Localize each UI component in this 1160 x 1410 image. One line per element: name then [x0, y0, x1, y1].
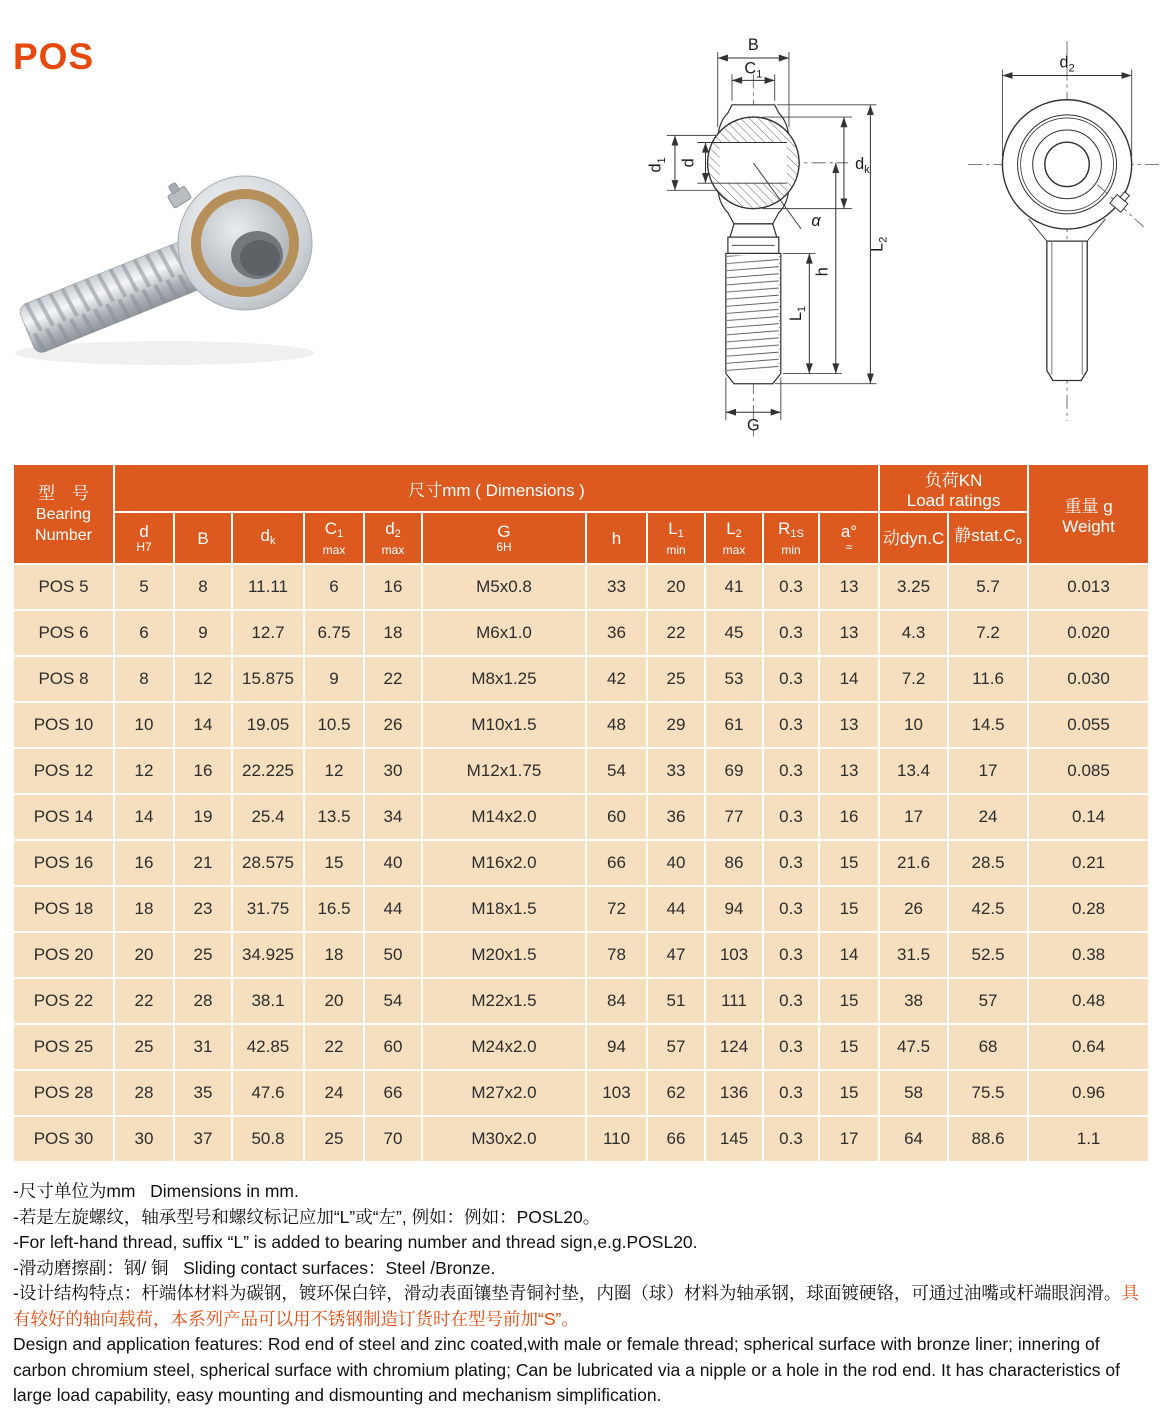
col-header-stat-co: 静$stat.C_o$ — [948, 512, 1028, 564]
table-row — [13, 794, 1149, 840]
value-cell: 14.5 — [948, 702, 1028, 748]
value-cell: 40 — [647, 840, 705, 886]
value-cell: 38.1 — [232, 978, 304, 1024]
header-weight: 重量 g Weight — [1028, 464, 1149, 564]
value-cell: 15 — [819, 840, 879, 886]
value-cell: 72 — [586, 886, 647, 932]
value-cell: 0.28 — [1028, 886, 1149, 932]
value-cell: 30 — [114, 1116, 174, 1162]
value-cell: M12x1.75 — [422, 748, 586, 794]
value-cell: 28.575 — [232, 840, 304, 886]
value-cell: 22 — [647, 610, 705, 656]
neck — [730, 224, 777, 237]
value-cell: 0.3 — [763, 656, 819, 702]
value-cell: 14 — [114, 794, 174, 840]
value-cell: 29 — [647, 702, 705, 748]
value-cell: 42 — [586, 656, 647, 702]
bearing-number-cell: POS 30 — [13, 1116, 114, 1162]
value-cell: M24x2.0 — [422, 1024, 586, 1070]
value-cell: 13 — [819, 748, 879, 794]
col-header-d2: $d_2$ max — [364, 512, 422, 564]
value-cell: 0.3 — [763, 702, 819, 748]
value-cell: 18 — [364, 610, 422, 656]
value-cell: 31.75 — [232, 886, 304, 932]
value-cell: 145 — [705, 1116, 763, 1162]
value-cell: 136 — [705, 1070, 763, 1116]
value-cell: 13.5 — [304, 794, 364, 840]
value-cell: 24 — [304, 1070, 364, 1116]
value-cell: 11.11 — [232, 564, 304, 610]
value-cell: 57 — [948, 978, 1028, 1024]
value-cell: 22 — [114, 978, 174, 1024]
value-cell: 33 — [586, 564, 647, 610]
value-cell: 60 — [586, 794, 647, 840]
bearing-number-cell: POS 22 — [13, 978, 114, 1024]
value-cell: 60 — [364, 1024, 422, 1070]
col-header-l1: $L_1$ min — [647, 512, 705, 564]
value-cell: 36 — [647, 794, 705, 840]
dim-label-G: G — [747, 416, 760, 435]
value-cell: 17 — [948, 748, 1028, 794]
col-header-b: B — [174, 512, 232, 564]
value-cell: 84 — [586, 978, 647, 1024]
table-row — [13, 702, 1149, 748]
value-cell: 66 — [364, 1070, 422, 1116]
bearing-number-cell: POS 10 — [13, 702, 114, 748]
header-load-ratings: 负荷KN Load ratings — [879, 464, 1028, 512]
value-cell: 28 — [174, 978, 232, 1024]
value-cell: 16.5 — [304, 886, 364, 932]
value-cell: 22.225 — [232, 748, 304, 794]
value-cell: 54 — [586, 748, 647, 794]
threaded-shank — [1047, 241, 1087, 380]
value-cell: 0.3 — [763, 932, 819, 978]
page-title: POS — [13, 36, 95, 77]
col-header-h: h — [586, 512, 647, 564]
col-header-l2: $L_2$ max — [705, 512, 763, 564]
value-cell: 0.3 — [763, 748, 819, 794]
table-row — [13, 1070, 1149, 1116]
value-cell: 15 — [819, 978, 879, 1024]
value-cell: 26 — [364, 702, 422, 748]
value-cell: 5 — [114, 564, 174, 610]
grease-nipple — [163, 179, 192, 208]
value-cell: 0.38 — [1028, 932, 1149, 978]
value-cell: 94 — [705, 886, 763, 932]
note-line: Design and application features: Rod end of steel and zinc coated,with male or female thread; spherical surface with bronze liner; innering of carbon chromium steel, spherical surface with chromium plating; Can be lubricated via a nipple or a hole in the rod end. It has characteristics of large load capability, easy mounting and dismounting and mechanism simplification. — [13, 1334, 1125, 1405]
note-line: -滑动磨擦副：钢/ 铜 Sliding contact surfaces：Steel /Bronze. — [13, 1257, 496, 1278]
value-cell: 6 — [114, 610, 174, 656]
dim-label-L2: $L_2$ — [868, 236, 890, 252]
value-cell: 103 — [705, 932, 763, 978]
value-cell: 36 — [586, 610, 647, 656]
value-cell: 25 — [114, 1024, 174, 1070]
col-header-dk: $d_k$ — [232, 512, 304, 564]
value-cell: 34 — [364, 794, 422, 840]
value-cell: 0.64 — [1028, 1024, 1149, 1070]
value-cell: 62 — [647, 1070, 705, 1116]
bearing-number-cell: POS 8 — [13, 656, 114, 702]
value-cell: 25 — [647, 656, 705, 702]
value-cell: 37 — [174, 1116, 232, 1162]
value-cell: 15 — [819, 1024, 879, 1070]
table-row — [13, 932, 1149, 978]
bearing-number-cell: POS 25 — [13, 1024, 114, 1070]
value-cell: 1.1 — [1028, 1116, 1149, 1162]
value-cell: 22 — [364, 656, 422, 702]
table-row — [13, 610, 1149, 656]
value-cell: 28.5 — [948, 840, 1028, 886]
dim-label-d2: $d_2$ — [1059, 53, 1075, 75]
bearing-number-cell: POS 20 — [13, 932, 114, 978]
value-cell: 41 — [705, 564, 763, 610]
value-cell: 66 — [647, 1116, 705, 1162]
value-cell: 26 — [879, 886, 948, 932]
value-cell: 28 — [114, 1070, 174, 1116]
value-cell: 12 — [174, 656, 232, 702]
table-row — [13, 656, 1149, 702]
value-cell: 51 — [647, 978, 705, 1024]
value-cell: 16 — [364, 564, 422, 610]
value-cell: 34.925 — [232, 932, 304, 978]
value-cell: 57 — [647, 1024, 705, 1070]
value-cell: 8 — [174, 564, 232, 610]
value-cell: 8 — [114, 656, 174, 702]
value-cell: 15 — [819, 886, 879, 932]
value-cell: 25 — [304, 1116, 364, 1162]
value-cell: 52.5 — [948, 932, 1028, 978]
value-cell: 69 — [705, 748, 763, 794]
value-cell: 58 — [879, 1070, 948, 1116]
value-cell: M18x1.5 — [422, 886, 586, 932]
value-cell: 35 — [174, 1070, 232, 1116]
value-cell: 0.3 — [763, 1116, 819, 1162]
dim-label-dk: $d_k$ — [855, 154, 870, 177]
value-cell: 0.3 — [763, 1070, 819, 1116]
value-cell: 25.4 — [232, 794, 304, 840]
value-cell: 64 — [879, 1116, 948, 1162]
value-cell: 16 — [114, 840, 174, 886]
col-header-g: G 6H — [422, 512, 586, 564]
value-cell: 16 — [174, 748, 232, 794]
product-photo — [0, 128, 345, 373]
note-highlight-red: 具有较好的轴向载荷，本系列产品可以用不锈钢制造订货时在型号前加“S”。 — [13, 1283, 1139, 1329]
table-row — [13, 564, 1149, 610]
col-header-a: a° ≈ — [819, 512, 879, 564]
value-cell: 94 — [586, 1024, 647, 1070]
value-cell: 61 — [705, 702, 763, 748]
bearing-number-cell: POS 5 — [13, 564, 114, 610]
head-outline — [1002, 100, 1131, 229]
header-bearing-number: 型 号 Bearing Number — [13, 464, 114, 564]
value-cell: 20 — [647, 564, 705, 610]
value-cell: 20 — [304, 978, 364, 1024]
value-cell: 11.6 — [948, 656, 1028, 702]
value-cell: 0.48 — [1028, 978, 1149, 1024]
dim-label-h: h — [813, 267, 832, 277]
header-dimensions: 尺寸mm ( Dimensions ) — [114, 464, 879, 512]
col-header-c1: $C_1$ max — [304, 512, 364, 564]
value-cell: 44 — [364, 886, 422, 932]
value-cell: 0.21 — [1028, 840, 1149, 886]
value-cell: 47 — [647, 932, 705, 978]
value-cell: 50 — [364, 932, 422, 978]
value-cell: 111 — [705, 978, 763, 1024]
side-view-drawing — [962, 25, 1160, 429]
value-cell: 15 — [304, 840, 364, 886]
value-cell: 33 — [647, 748, 705, 794]
value-cell: 10 — [879, 702, 948, 748]
value-cell: 13 — [819, 702, 879, 748]
value-cell: 25 — [174, 932, 232, 978]
value-cell: 6 — [304, 564, 364, 610]
value-cell: 17 — [819, 1116, 879, 1162]
note-line: -尺寸单位为mm Dimensions in mm. — [13, 1181, 299, 1201]
value-cell: 0.3 — [763, 794, 819, 840]
value-cell: 24 — [948, 794, 1028, 840]
value-cell: 40 — [364, 840, 422, 886]
value-cell: 15.875 — [232, 656, 304, 702]
dim-label-alpha: α — [811, 211, 821, 230]
spec-table — [12, 463, 1150, 1163]
bearing-number-cell: POS 18 — [13, 886, 114, 932]
value-cell: M6x1.0 — [422, 610, 586, 656]
value-cell: 18 — [114, 886, 174, 932]
bearing-number-cell: POS 28 — [13, 1070, 114, 1116]
value-cell: 14 — [174, 702, 232, 748]
table-row — [13, 748, 1149, 794]
bearing-number-cell: POS 16 — [13, 840, 114, 886]
value-cell: M16x2.0 — [422, 840, 586, 886]
dim-label-B: B — [747, 35, 759, 54]
value-cell: 0.3 — [763, 610, 819, 656]
value-cell: 6.75 — [304, 610, 364, 656]
value-cell: 0.030 — [1028, 656, 1149, 702]
value-cell: M20x1.5 — [422, 932, 586, 978]
value-cell: 9 — [174, 610, 232, 656]
value-cell: 31.5 — [879, 932, 948, 978]
bearing-number-cell: POS 6 — [13, 610, 114, 656]
value-cell: M5x0.8 — [422, 564, 586, 610]
value-cell: 13 — [819, 610, 879, 656]
value-cell: 48 — [586, 702, 647, 748]
value-cell: 0.013 — [1028, 564, 1149, 610]
value-cell: 78 — [586, 932, 647, 978]
bearing-number-cell: POS 12 — [13, 748, 114, 794]
value-cell: 10.5 — [304, 702, 364, 748]
value-cell: M14x2.0 — [422, 794, 586, 840]
value-cell: 75.5 — [948, 1070, 1028, 1116]
value-cell: 68 — [948, 1024, 1028, 1070]
value-cell: 53 — [705, 656, 763, 702]
value-cell: M27x2.0 — [422, 1070, 586, 1116]
value-cell: 22 — [304, 1024, 364, 1070]
value-cell: 18 — [304, 932, 364, 978]
value-cell: 12.7 — [232, 610, 304, 656]
value-cell: 7.2 — [948, 610, 1028, 656]
notes — [13, 1179, 1151, 1409]
value-cell: 20 — [114, 932, 174, 978]
value-cell: 42.5 — [948, 886, 1028, 932]
value-cell: 23 — [174, 886, 232, 932]
value-cell: 10 — [114, 702, 174, 748]
value-cell: 14 — [819, 656, 879, 702]
dim-label-d: d — [679, 158, 698, 168]
value-cell: 21 — [174, 840, 232, 886]
value-cell: 16 — [819, 794, 879, 840]
dim-label-C1: $C_1$ — [744, 59, 763, 81]
value-cell: 19 — [174, 794, 232, 840]
value-cell: M8x1.25 — [422, 656, 586, 702]
dim-label-d1: $d_1$ — [646, 157, 668, 173]
value-cell: 19.05 — [232, 702, 304, 748]
value-cell: 0.020 — [1028, 610, 1149, 656]
value-cell: 13.4 — [879, 748, 948, 794]
col-header-r1s: $R_{1S}$ min — [763, 512, 819, 564]
value-cell: 0.3 — [763, 564, 819, 610]
spec-table-body — [13, 564, 1149, 1162]
value-cell: 38 — [879, 978, 948, 1024]
value-cell: 88.6 — [948, 1116, 1028, 1162]
value-cell: 0.3 — [763, 1024, 819, 1070]
value-cell: 47.5 — [879, 1024, 948, 1070]
value-cell: 21.6 — [879, 840, 948, 886]
value-cell: 77 — [705, 794, 763, 840]
value-cell: 0.3 — [763, 886, 819, 932]
value-cell: 110 — [586, 1116, 647, 1162]
value-cell: M30x2.0 — [422, 1116, 586, 1162]
value-cell: 70 — [364, 1116, 422, 1162]
value-cell: 14 — [819, 932, 879, 978]
value-cell: 50.8 — [232, 1116, 304, 1162]
value-cell: 103 — [586, 1070, 647, 1116]
bearing-number-cell: POS 14 — [13, 794, 114, 840]
table-row — [13, 1116, 1149, 1162]
value-cell: 0.3 — [763, 840, 819, 886]
table-row — [13, 886, 1149, 932]
value-cell: 42.85 — [232, 1024, 304, 1070]
note-line: -若是左旋螺纹，轴承型号和螺纹标记应加“L”或“左”, 例如：例如：POSL20。 — [13, 1206, 601, 1227]
value-cell: 4.3 — [879, 610, 948, 656]
value-cell: 17 — [879, 794, 948, 840]
value-cell: 13 — [819, 564, 879, 610]
value-cell: 3.25 — [879, 564, 948, 610]
dim-label-L1: $L_1$ — [787, 305, 809, 322]
value-cell: 9 — [304, 656, 364, 702]
value-cell: 7.2 — [879, 656, 948, 702]
value-cell: 0.96 — [1028, 1070, 1149, 1116]
value-cell: 0.055 — [1028, 702, 1149, 748]
value-cell: 66 — [586, 840, 647, 886]
value-cell: 30 — [364, 748, 422, 794]
value-cell: M22x1.5 — [422, 978, 586, 1024]
value-cell: M10x1.5 — [422, 702, 586, 748]
note-line: -For left-hand thread, suffix “L” is added to bearing number and thread sign,e.g.POSL20. — [13, 1232, 698, 1252]
table-row — [13, 1024, 1149, 1070]
col-header-dyn-c: 动dyn.C — [879, 512, 948, 564]
value-cell: 15 — [819, 1070, 879, 1116]
value-cell: 31 — [174, 1024, 232, 1070]
front-view-drawing — [620, 15, 905, 443]
table-row — [13, 840, 1149, 886]
note-line: -设计结构特点：杆端体材料为碳钢，镀环保白锌，滑动表面镶垫青铜衬垫，内圈（球）材料为轴承钢，球面镀硬铬，可通过油嘴或杆端眼润滑。具有较好的轴向载荷，本系列产品可以用不锈钢制造订货时在型号前加“S”。 — [13, 1283, 1139, 1329]
value-cell: 124 — [705, 1024, 763, 1070]
value-cell: 47.6 — [232, 1070, 304, 1116]
value-cell: 12 — [114, 748, 174, 794]
value-cell: 45 — [705, 610, 763, 656]
value-cell: 0.14 — [1028, 794, 1149, 840]
col-header-d: d H7 — [114, 512, 174, 564]
table-row — [13, 978, 1149, 1024]
value-cell: 12 — [304, 748, 364, 794]
value-cell: 0.085 — [1028, 748, 1149, 794]
value-cell: 86 — [705, 840, 763, 886]
value-cell: 0.3 — [763, 978, 819, 1024]
value-cell: 44 — [647, 886, 705, 932]
value-cell: 5.7 — [948, 564, 1028, 610]
value-cell: 54 — [364, 978, 422, 1024]
